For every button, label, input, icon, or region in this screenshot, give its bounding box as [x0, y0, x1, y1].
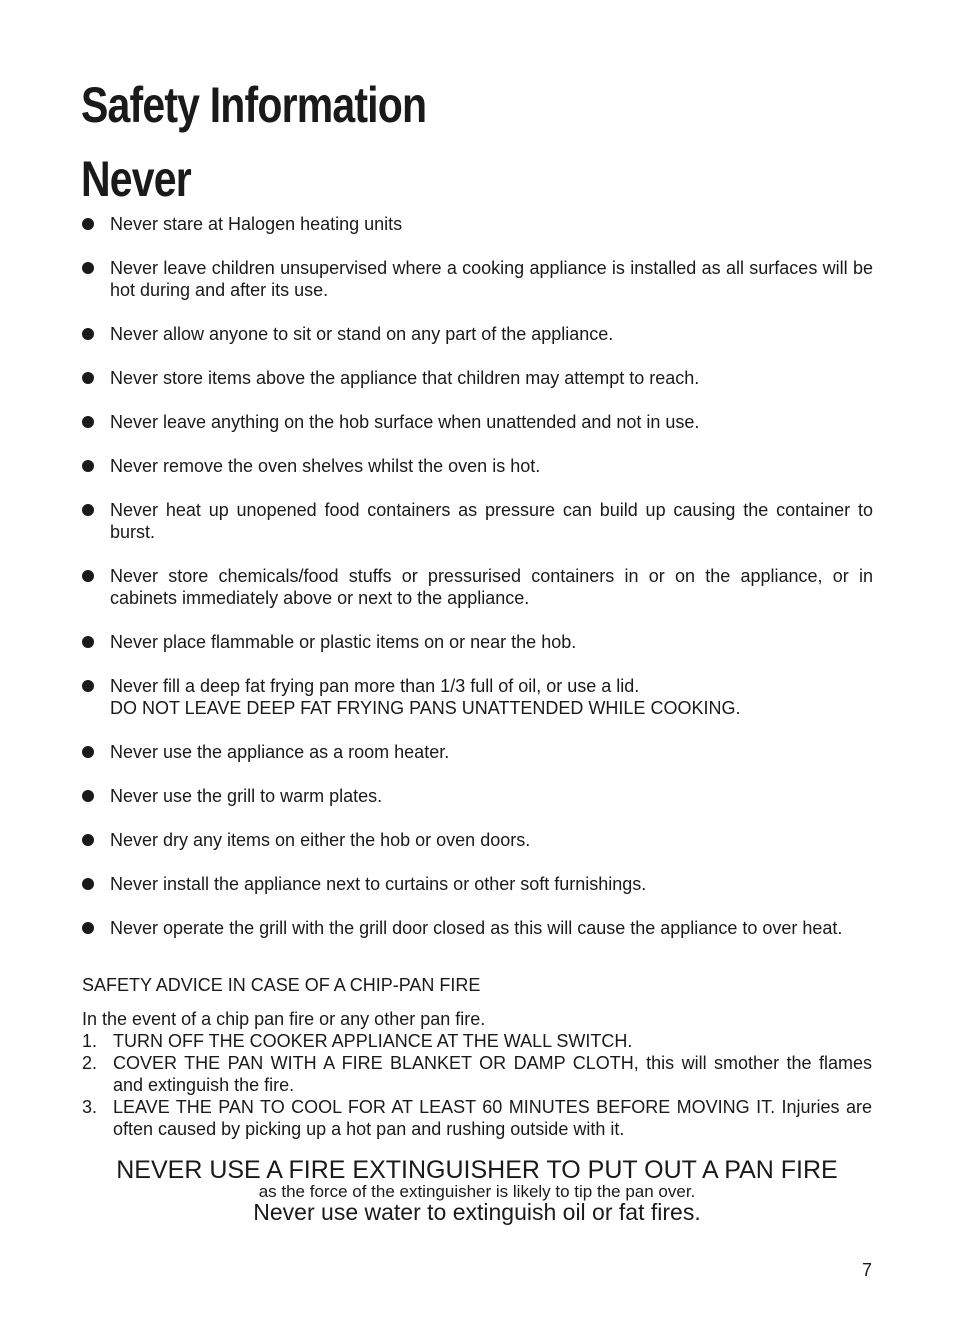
warning-reason: as the force of the extinguisher is likely to tip the pan over. — [258, 1182, 696, 1201]
list-item: Never leave anything on the hob surface when unattended and not in use. — [81, 411, 873, 433]
step-item — [82, 1030, 872, 1052]
step-number: 1. — [82, 1031, 98, 1051]
frying-warning-note: DO NOT LEAVE DEEP FAT FRYING PANS UNATTENDED WHILE COOKING. — [110, 698, 741, 718]
chip-pan-intro: In the event of a chip pan fire or any other pan fire. — [82, 1009, 486, 1029]
list-item: Never fill a deep fat frying pan more than 1/3 full of oil, or use a lid. DO NOT LEAVE DEEP FAT FRYING PANS UNATTENDED WHILE COOKING. — [81, 675, 873, 719]
bullet-icon — [82, 460, 94, 472]
list-item: Never use the grill to warm plates. — [81, 785, 873, 807]
list-item: Never place flammable or plastic items on or near the hob. — [81, 631, 873, 653]
bullet-icon — [82, 218, 94, 230]
list-item: Never dry any items on either the hob or oven doors. — [81, 829, 873, 851]
step-number: 2. — [82, 1053, 98, 1073]
bullet-icon — [82, 834, 94, 846]
bullet-icon — [82, 416, 94, 428]
page-title: Safety Information — [81, 77, 427, 133]
list-item: Never operate the grill with the grill door closed as this will cause the appliance to over heat. — [81, 917, 873, 939]
bullet-icon — [82, 262, 94, 274]
list-item: Never allow anyone to sit or stand on any part of the appliance. — [81, 323, 873, 345]
list-item: Never use the appliance as a room heater. — [81, 741, 873, 763]
step-text: LEAVE THE PAN TO COOL FOR AT LEAST 60 MINUTES BEFORE MOVING IT. Injuries are often caused by picking up a hot pan and rushing outside with it. — [113, 1097, 872, 1139]
list-item: Never stare at Halogen heating units — [81, 213, 873, 235]
warning-water: Never use water to extinguish oil or fat fires. — [253, 1199, 701, 1225]
bullet-icon — [82, 328, 94, 340]
bullet-icon — [82, 680, 94, 692]
fire-extinguisher-warning — [0, 1155, 954, 1225]
bullet-icon — [82, 790, 94, 802]
bullet-icon — [82, 636, 94, 648]
list-item: Never leave children unsupervised where a cooking appliance is installed as all surfaces will be hot during and after its use. — [81, 257, 873, 301]
list-item: Never store items above the appliance that children may attempt to reach. — [81, 367, 873, 389]
bullet-icon — [82, 570, 94, 582]
step-item — [82, 1052, 872, 1096]
chip-pan-heading: SAFETY ADVICE IN CASE OF A CHIP-PAN FIRE — [82, 975, 481, 995]
list-item: Never store chemicals/food stuffs or pressurised containers in or on the appliance, or in cabinets immediately above or next to the appliance. — [81, 565, 873, 609]
section-title-never: Never — [81, 151, 191, 207]
step-text: COVER THE PAN WITH A FIRE BLANKET OR DAMP CLOTH, this will smother the flames and extinguish the fire. — [113, 1053, 872, 1095]
step-item — [82, 1096, 872, 1140]
step-text: TURN OFF THE COOKER APPLIANCE AT THE WALL SWITCH. — [113, 1031, 633, 1051]
chip-pan-advice — [82, 974, 872, 1140]
chip-pan-steps — [82, 1030, 872, 1140]
list-item: Never heat up unopened food containers as pressure can build up causing the container to burst. — [81, 499, 873, 543]
never-list — [81, 213, 873, 961]
bullet-icon — [82, 372, 94, 384]
bullet-icon — [82, 878, 94, 890]
bullet-icon — [82, 504, 94, 516]
step-number: 3. — [82, 1097, 98, 1117]
page-number: 7 — [861, 1260, 872, 1280]
bullet-icon — [82, 922, 94, 934]
list-item: Never install the appliance next to curtains or other soft furnishings. — [81, 873, 873, 895]
warning-main: NEVER USE A FIRE EXTINGUISHER TO PUT OUT A PAN FIRE — [116, 1156, 838, 1184]
list-item: Never remove the oven shelves whilst the oven is hot. — [81, 455, 873, 477]
bullet-icon — [82, 746, 94, 758]
